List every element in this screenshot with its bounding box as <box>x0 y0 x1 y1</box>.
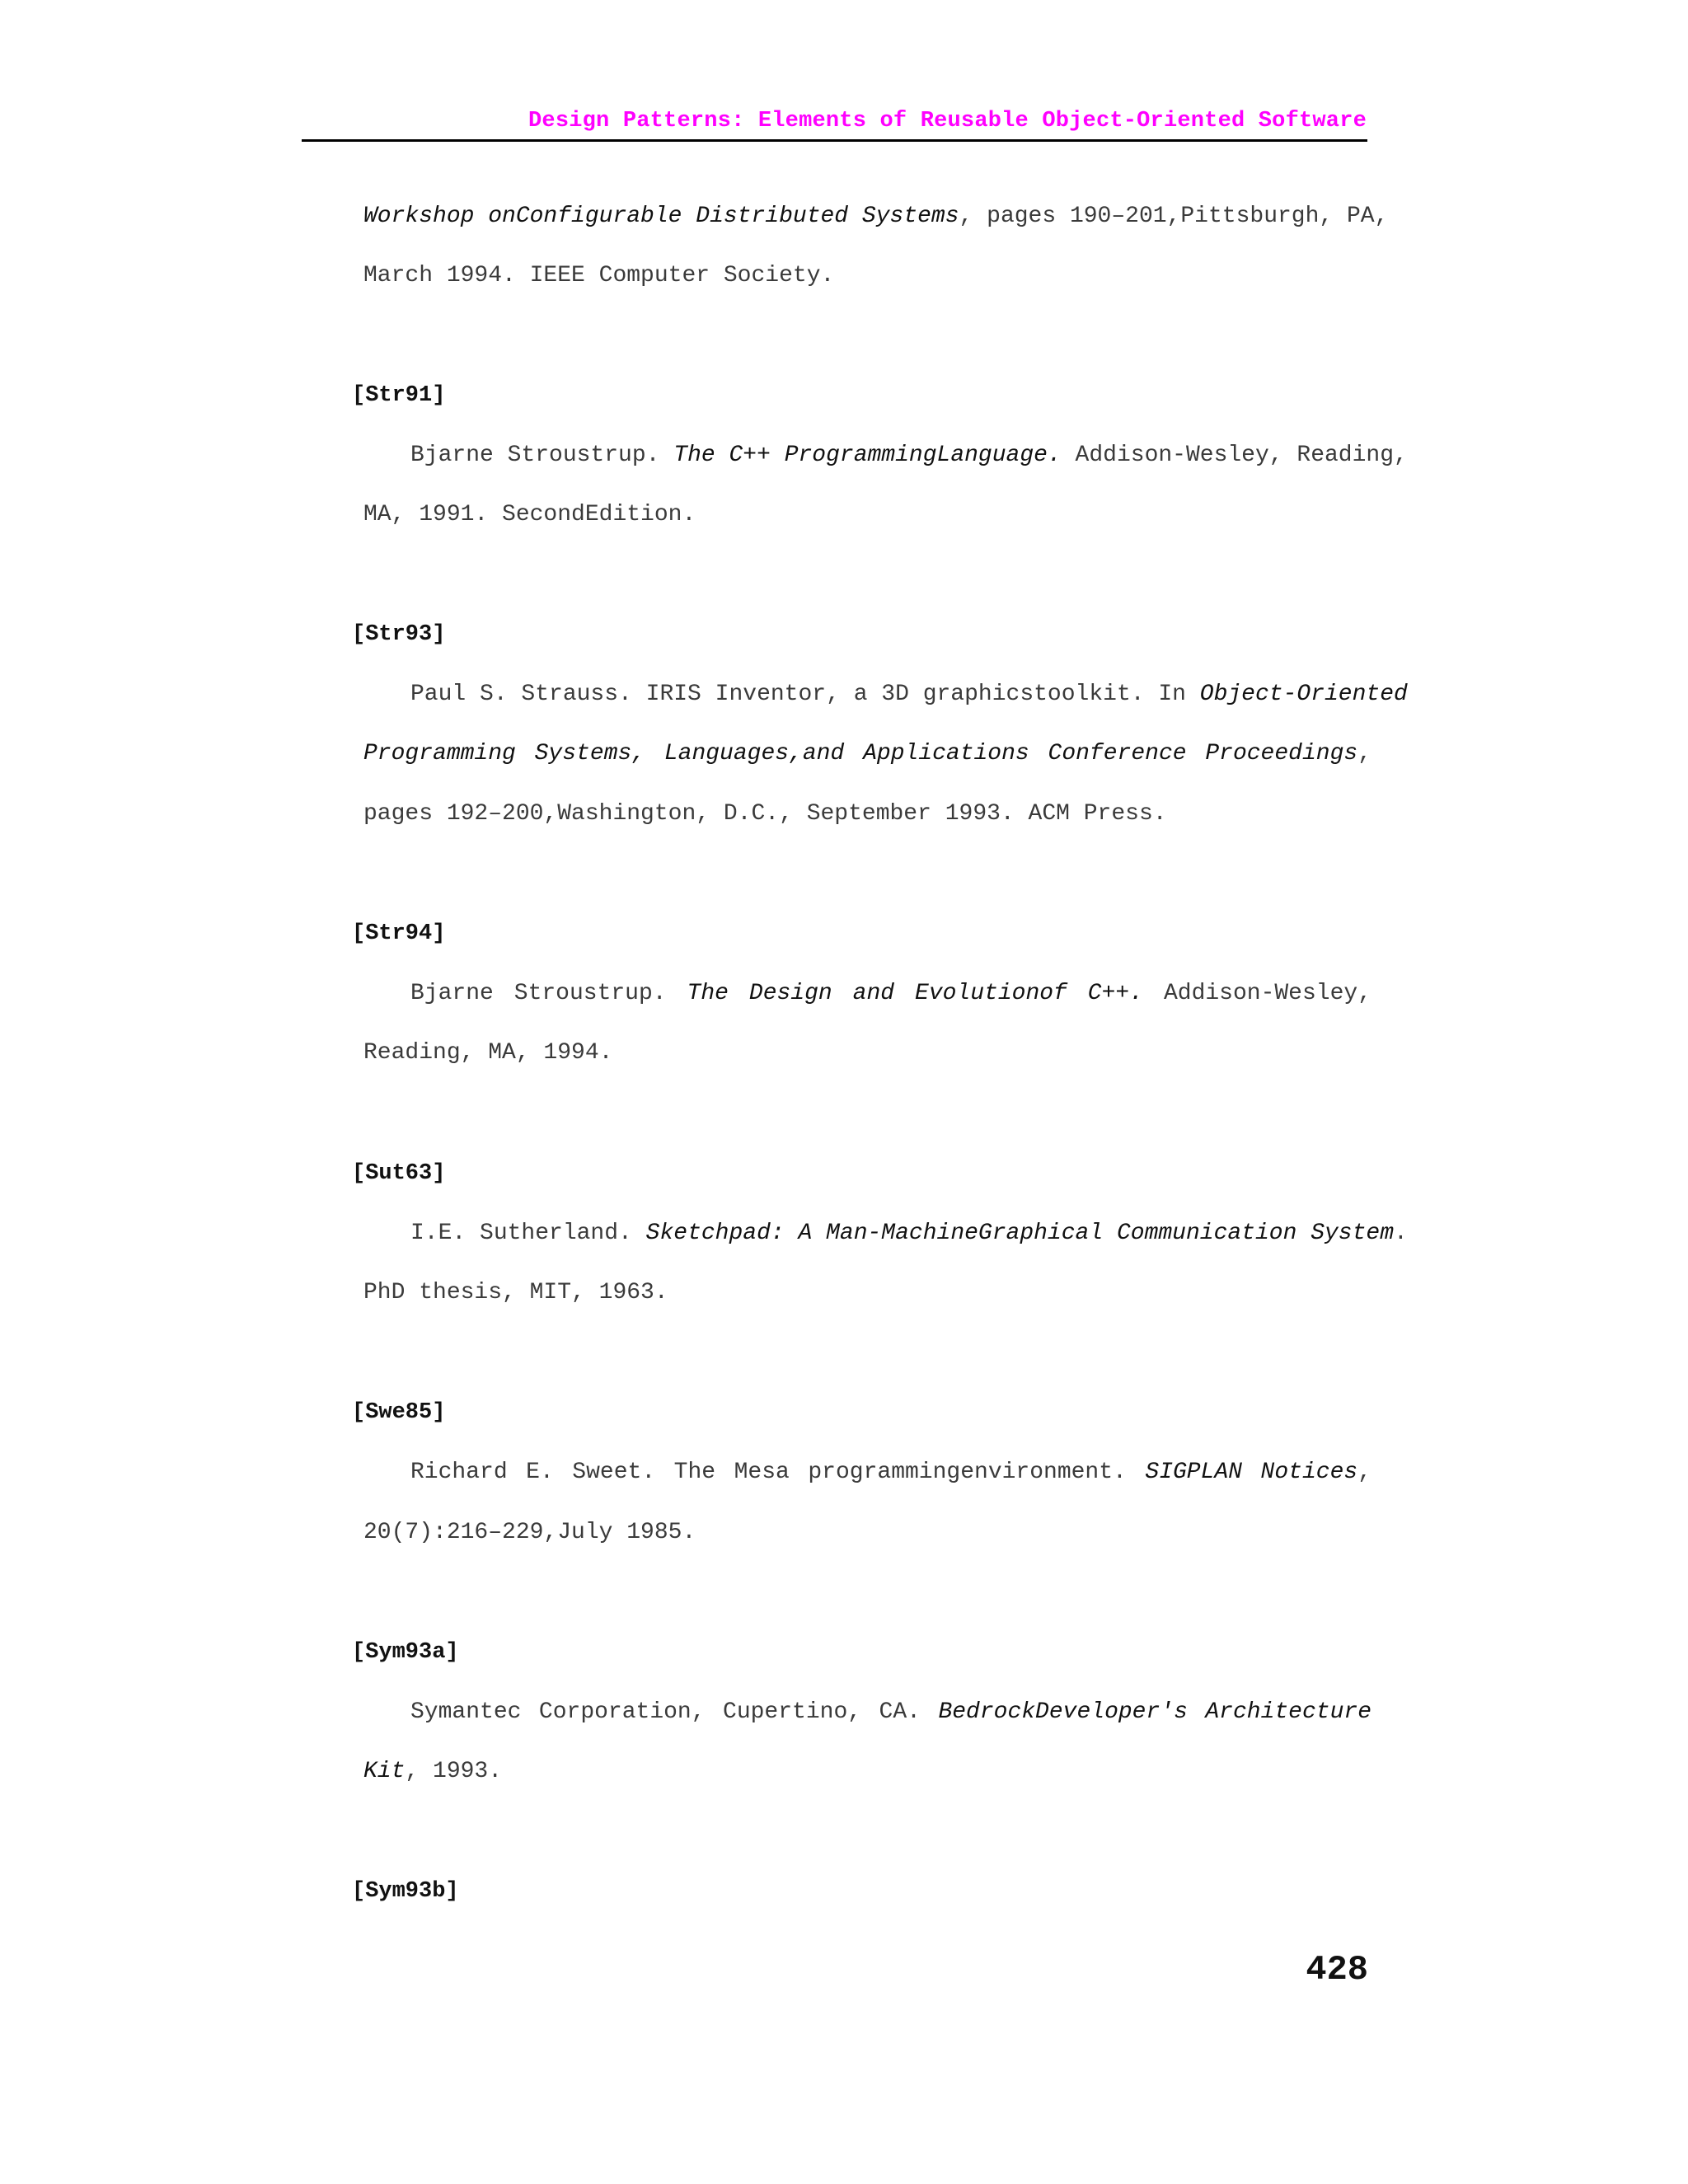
ref-swe85-line-2: 20(7):216–229,July 1985. <box>363 1520 696 1545</box>
ref-str93-line-2 <box>363 740 1372 768</box>
continued-entry-details: , pages 190–201,Pittsburgh, PA, <box>959 204 1389 229</box>
ref-sym93a-author: Symantec Corporation, Cupertino, CA. <box>410 1699 939 1725</box>
ref-str91-title: The C++ ProgrammingLanguage. <box>673 443 1062 468</box>
ref-sut63-line-2: PhD thesis, MIT, 1963. <box>363 1280 668 1305</box>
ref-str94-title: The Design and Evolutionof C++. <box>687 981 1144 1006</box>
ref-str91-author: Bjarne Stroustrup. <box>410 443 674 468</box>
ref-label-sym93b: [Sym93b] <box>352 1879 459 1904</box>
ref-label-sut63: [Sut63] <box>352 1161 446 1186</box>
ref-swe85-journal: SIGPLAN Notices <box>1145 1460 1358 1485</box>
running-header-title: Design Patterns: Elements of Reusable Object-Oriented Software <box>528 109 1367 134</box>
ref-str93-line-1 <box>410 681 1408 709</box>
ref-str93-line-3: pages 192–200,Washington, D.C., September 1993. ACM Press. <box>363 801 1167 827</box>
continued-entry-line-2: March 1994. IEEE Computer Society. <box>363 263 835 288</box>
continued-entry-title: Workshop onConfigurable Distributed Systems <box>363 204 959 229</box>
ref-str94-publisher: Addison-Wesley, <box>1143 981 1372 1006</box>
ref-str93-title-part-2: Programming Systems, Languages,and Applications Conference Proceedings <box>363 741 1358 766</box>
ref-str94-author: Bjarne Stroustrup. <box>410 981 687 1006</box>
ref-str91-publisher: Addison-Wesley, Reading, <box>1061 443 1408 468</box>
ref-str94-line-2: Reading, MA, 1994. <box>363 1040 613 1066</box>
ref-str93-comma: , <box>1357 741 1372 766</box>
ref-sym93a-title-part-2: Kit <box>363 1759 406 1784</box>
page-number: 428 <box>1306 1950 1368 1990</box>
ref-sut63-period: . <box>1394 1221 1408 1246</box>
ref-sym93a-line-1 <box>410 1699 1372 1727</box>
ref-sym93a-title-part-1: BedrockDeveloper's Architecture <box>938 1699 1372 1725</box>
ref-sut63-title: Sketchpad: A Man-MachineGraphical Communication System <box>645 1221 1395 1246</box>
ref-label-str94: [Str94] <box>352 921 446 946</box>
ref-str91-line-1 <box>410 442 1408 470</box>
ref-swe85-line-1 <box>410 1459 1372 1487</box>
header-rule <box>302 139 1367 142</box>
continued-entry-line-1 <box>363 203 1389 231</box>
ref-str91-line-2: MA, 1991. SecondEdition. <box>363 502 696 527</box>
ref-sym93a-line-2 <box>363 1758 1372 1786</box>
ref-str93-author: Paul S. Strauss. IRIS Inventor, a 3D graphicstoolkit. In <box>410 682 1200 707</box>
ref-swe85-comma: , <box>1357 1460 1372 1485</box>
ref-str94-line-1 <box>410 980 1372 1008</box>
ref-sut63-line-1 <box>410 1220 1408 1248</box>
ref-swe85-author: Richard E. Sweet. The Mesa programmingenvironment. <box>410 1460 1146 1485</box>
ref-str93-title-part-1: Object-Oriented <box>1199 682 1408 707</box>
ref-sym93a-year: , 1993. <box>405 1759 503 1784</box>
ref-label-str93: [Str93] <box>352 622 446 647</box>
ref-label-sym93a: [Sym93a] <box>352 1640 459 1665</box>
ref-sut63-author: I.E. Sutherland. <box>410 1221 646 1246</box>
ref-label-swe85: [Swe85] <box>352 1400 446 1425</box>
ref-label-str91: [Str91] <box>352 383 446 408</box>
